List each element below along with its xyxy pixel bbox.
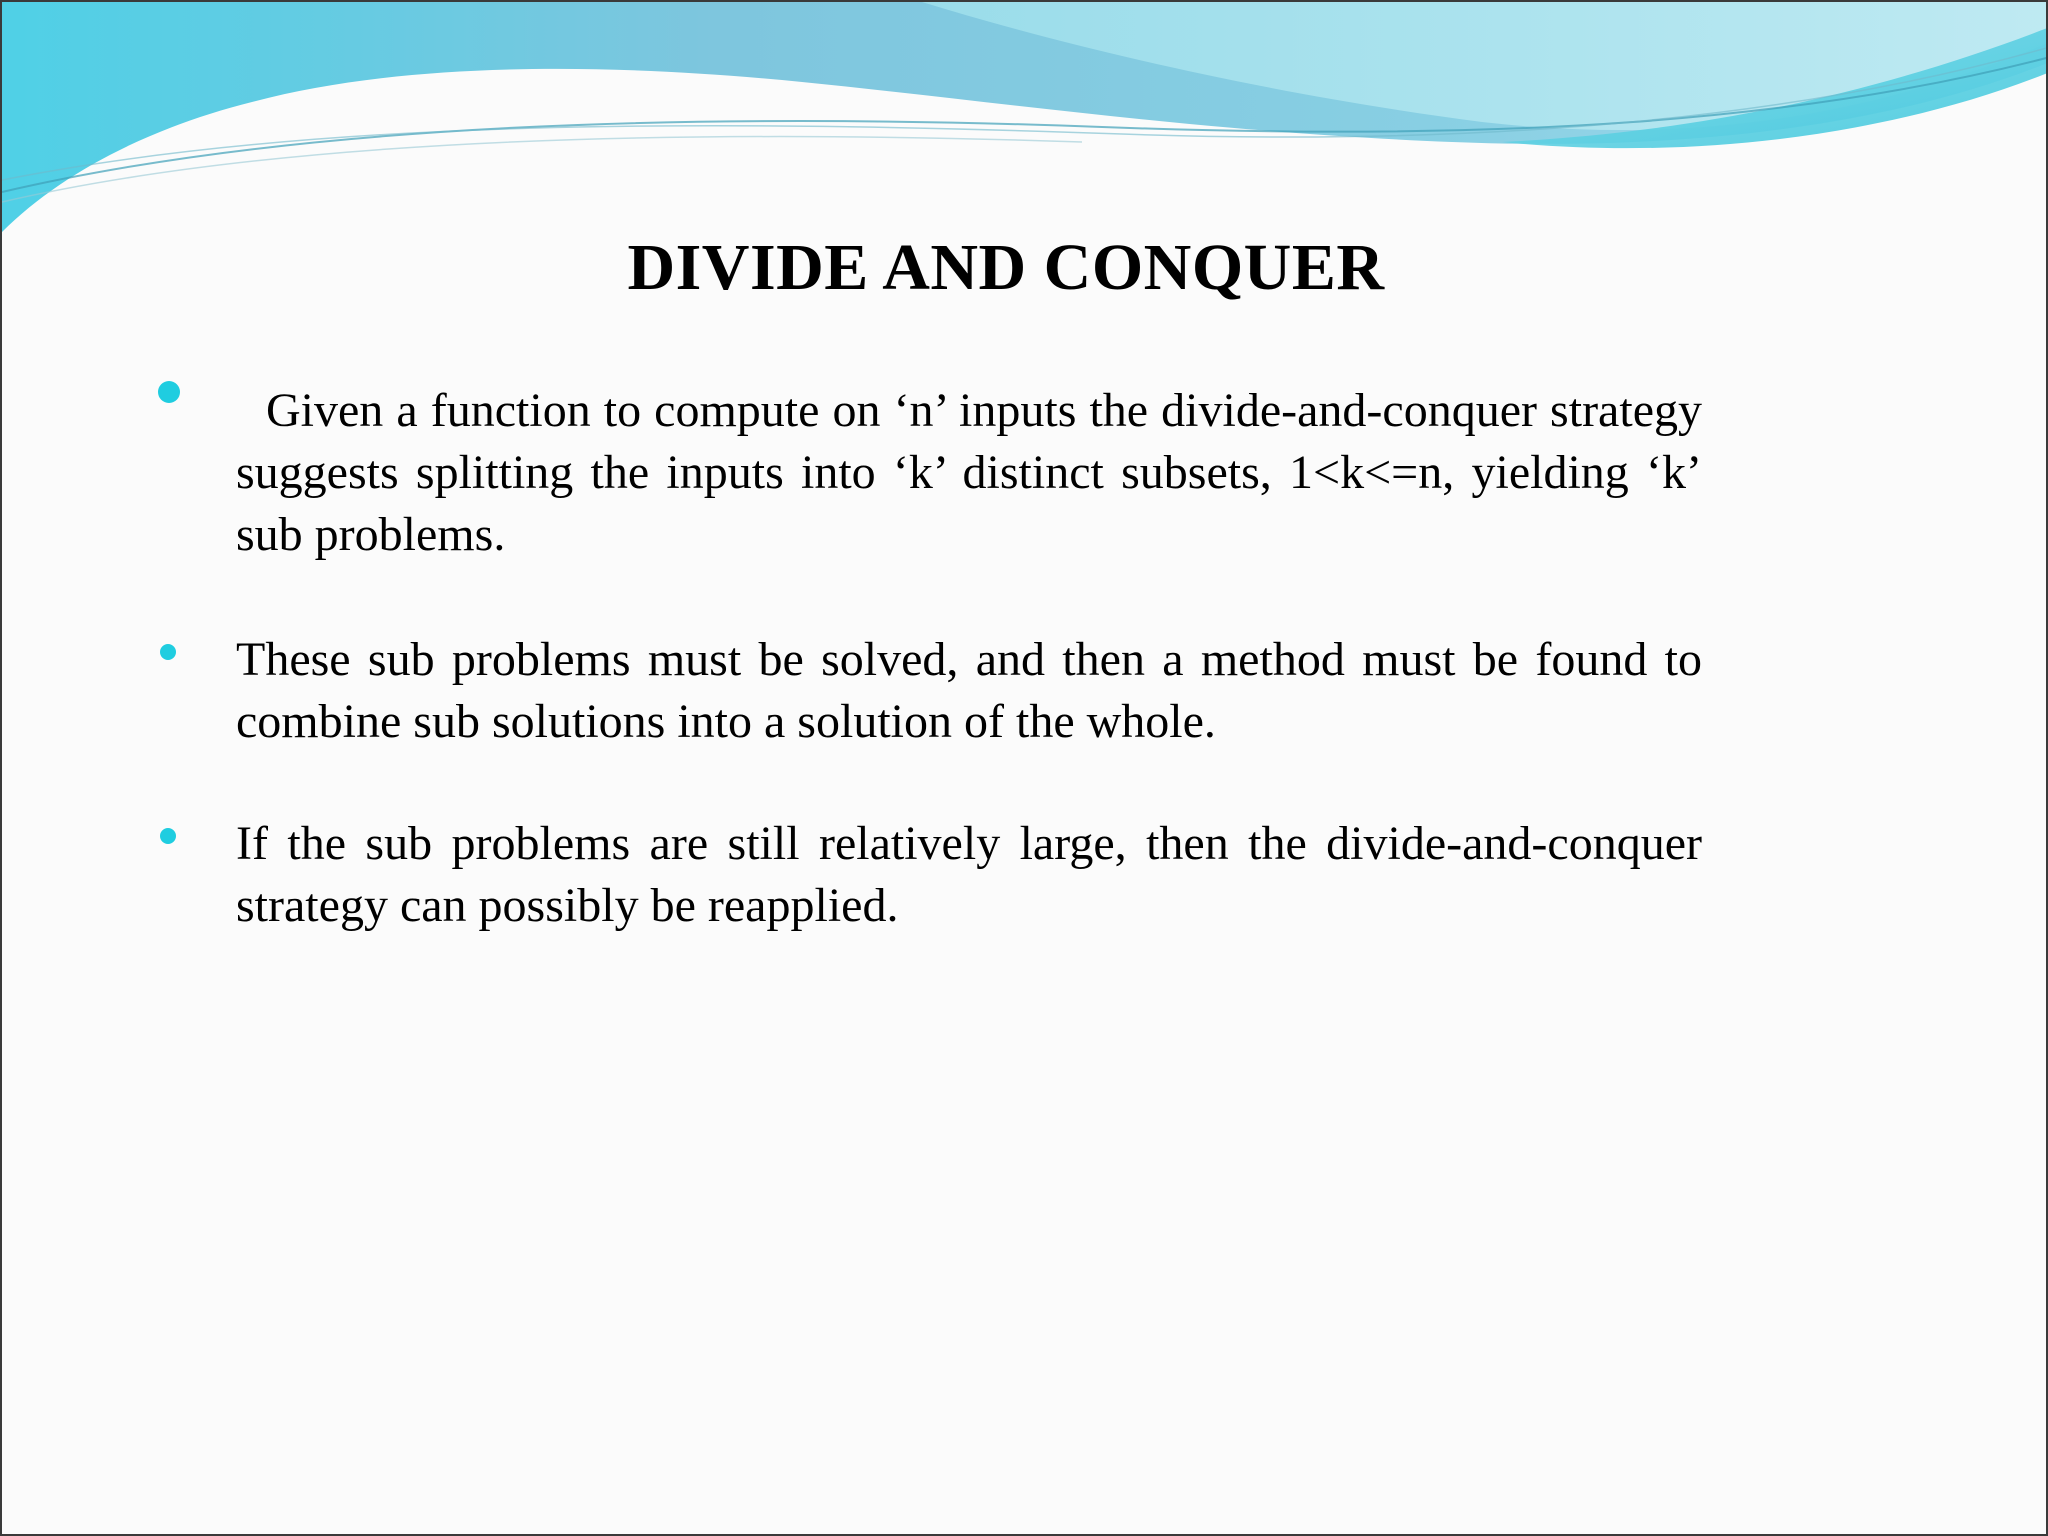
bullet-dot-icon (160, 644, 176, 660)
bullet-text: These sub problems must be solved, and then a method must be found to combine sub solutions into a solution of the whole. (236, 633, 1702, 748)
bullet-dot-icon (158, 381, 180, 403)
bullet-list (2, 2, 2048, 1536)
bullet-text: If the sub problems are still relatively large, then the divide-and-conquer strategy can possibly be reapplied. (236, 817, 1702, 932)
bullet-dot-icon (160, 828, 176, 844)
slide-title: DIVIDE AND CONQUER (627, 231, 1385, 304)
bullet-text: Given a function to compute on ‘n’ inputs the divide-and-conquer strategy suggests splitting the inputs into ‘k’ distinct subsets, 1<k<=n, yielding ‘k’ sub problems. (236, 384, 1702, 561)
